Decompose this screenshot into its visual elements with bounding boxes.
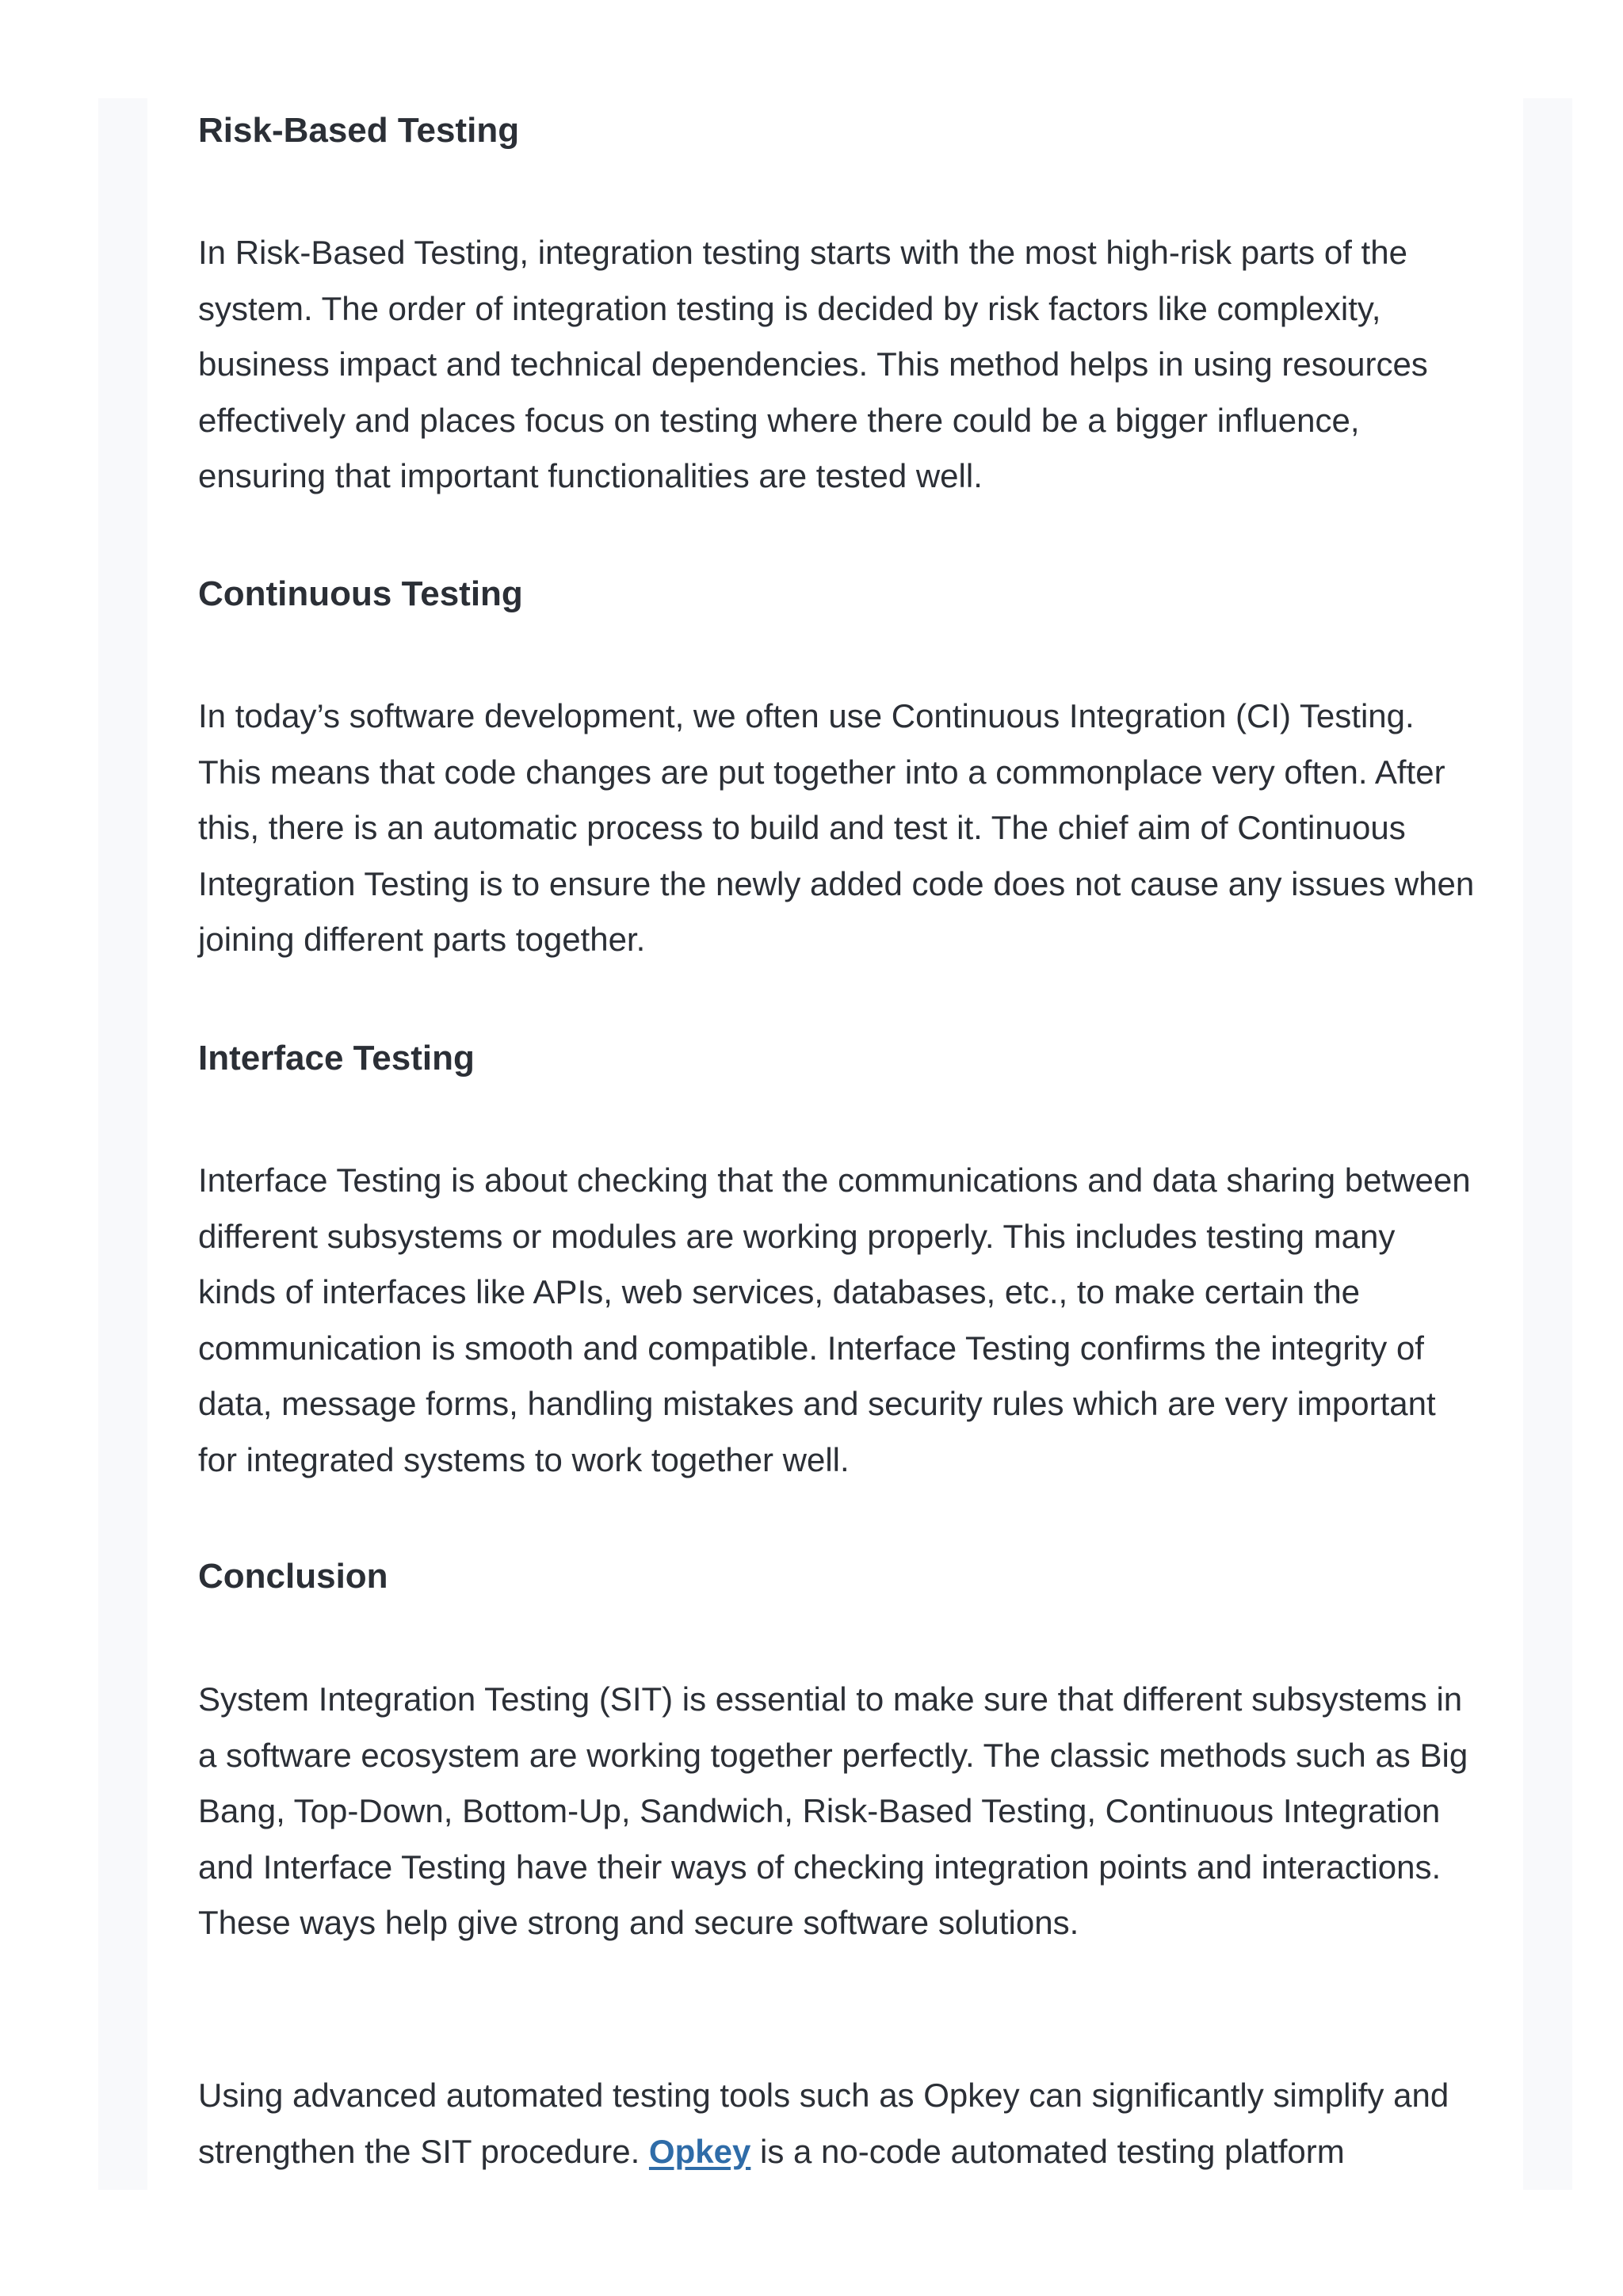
- section-title-conclusion: Conclusion: [198, 1557, 388, 1596]
- opkey-text-after-link: is a no-code automated testing platform: [750, 2132, 1345, 2170]
- paragraph-risk-based-testing: In Risk-Based Testing, integration testing starts with the most high-risk parts of the system. The order of integration testing is decided by risk factors like complexity, business impact and technical dependencies. This method helps in using resources effectively and places focus on testing where there could be a bigger influence, ensuring that important functionalities are tested well.: [198, 234, 1428, 494]
- paragraph-interface-testing: Interface Testing is about checking that the communications and data sharing between different subsystems or modules are working properly. This includes testing many kinds of interfaces like APIs, web services, databases, etc., to make certain the communication is smooth and compatible. Interface Testing confirms the integrity of data, message forms, handling mistakes and security rules which are very important for integrated systems to work together well.: [198, 1161, 1471, 1478]
- opkey-link[interactable]: Opkey: [648, 2132, 751, 2170]
- opkey-text-before-link: Using advanced automated testing tools such as Opkey can significantly simplify and strengthen the SIT procedure.: [198, 2077, 1449, 2170]
- section-title-continuous-testing: Continuous Testing: [198, 574, 523, 613]
- section-title-interface-testing: Interface Testing: [198, 1039, 475, 1077]
- paragraph-opkey: [198, 2068, 1482, 2180]
- paragraph-conclusion: System Integration Testing (SIT) is essential to make sure that different subsystems in a software ecosystem are working together perfectly. The classic methods such as Big Bang, Top-Down, Bottom-Up, Sandwich, Risk-Based Testing, Continuous Integration and Interface Testing have their ways of checking integration points and interactions. These ways help give strong and secure software solutions.: [198, 1680, 1468, 1941]
- paragraph-continuous-testing: In today’s software development, we often use Continuous Integration (CI) Testing. This means that code changes are put together into a commonplace very often. After this, there is an automatic process to build and test it. The chief aim of Continuous Integration Testing is to ensure the newly added code does not cause any issues when joining different parts together.: [198, 697, 1475, 958]
- section-title-risk-based-testing: Risk-Based Testing: [198, 111, 520, 150]
